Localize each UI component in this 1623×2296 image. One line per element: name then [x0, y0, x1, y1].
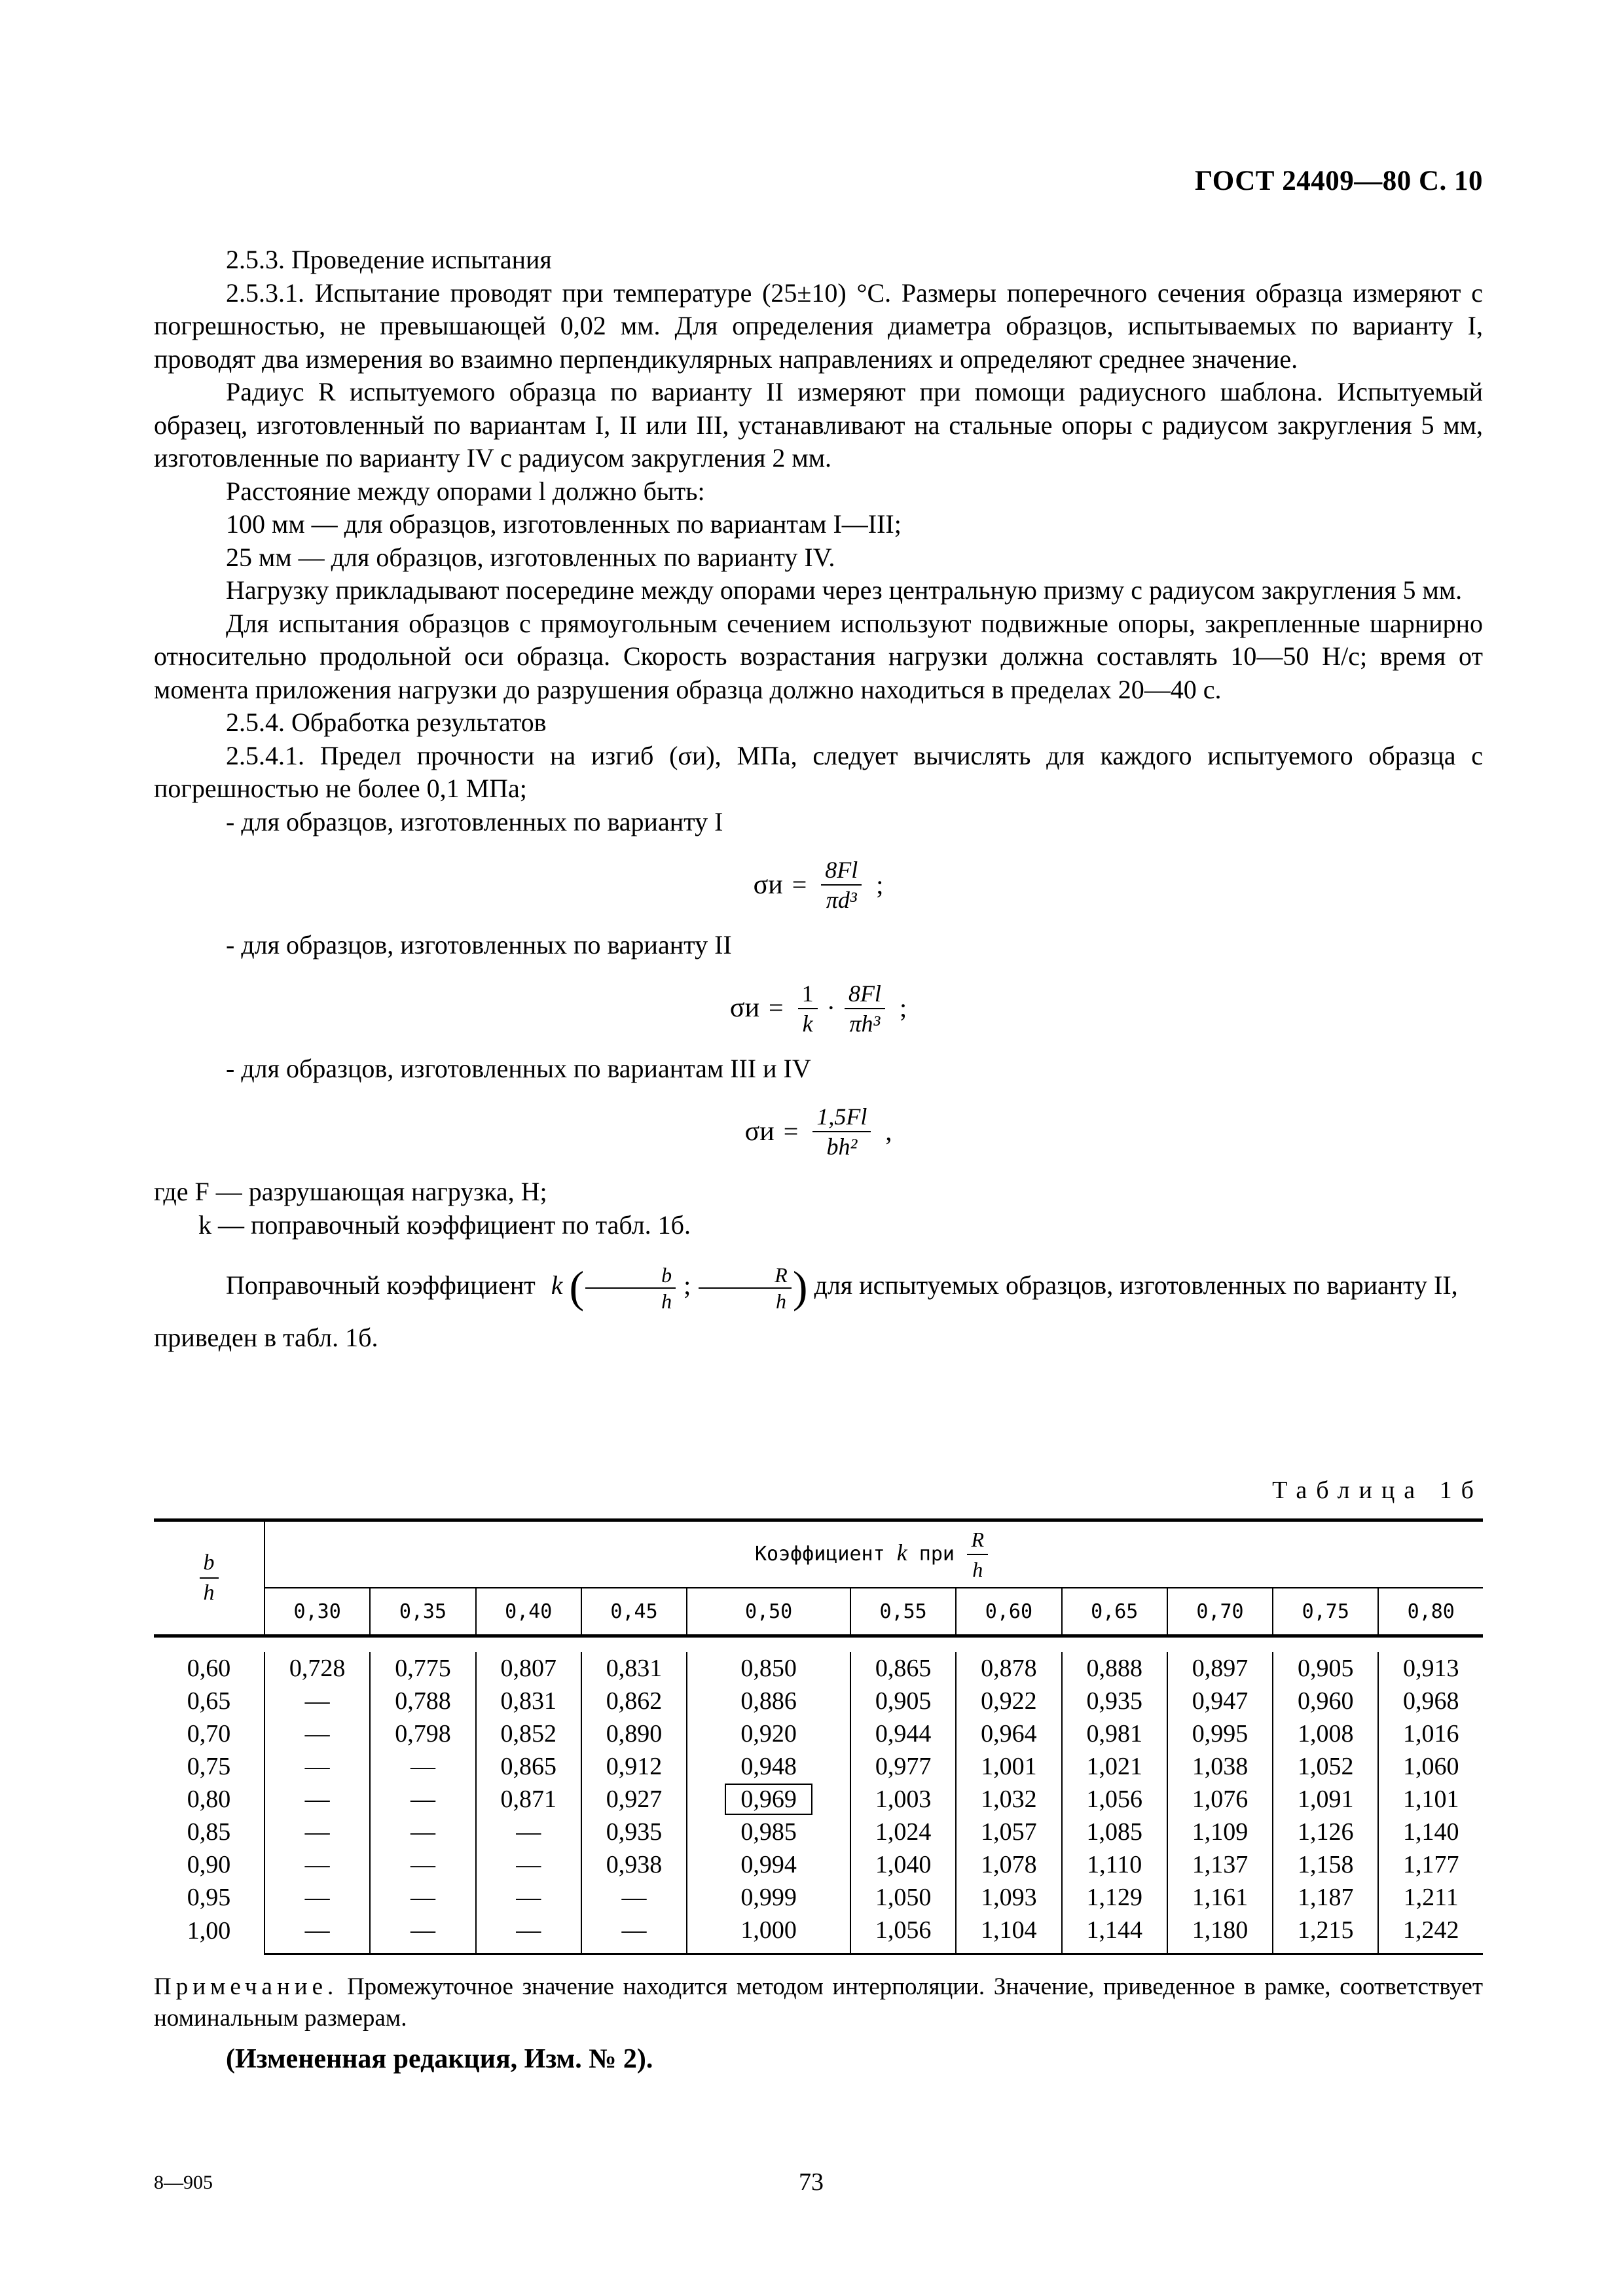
table-cell: —	[370, 1848, 475, 1881]
table-cell: 1,158	[1273, 1848, 1378, 1881]
table-cell: 0,905	[1273, 1652, 1378, 1685]
table-row	[154, 1685, 1483, 1717]
table-cell: 0,865	[850, 1652, 956, 1685]
table-cell: 1,140	[1378, 1816, 1483, 1848]
distance-item-1: 100 мм — для образцов, изготовленных по вариантам I—III;	[226, 509, 902, 539]
page-number: 73	[799, 2168, 824, 2196]
distance-item-2: 25 мм — для образцов, изготовленных по варианту IV.	[226, 542, 835, 572]
variant-1-label: - для образцов, изготовленных по варианту I	[226, 806, 723, 836]
table-cell: —	[370, 1783, 475, 1816]
table-title: Таблица 1б	[1272, 1477, 1483, 1504]
table-cell: 1,242	[1378, 1914, 1483, 1954]
formula-2-end: ;	[899, 993, 907, 1023]
document-header: ГОСТ 24409—80 С. 10	[1194, 166, 1483, 196]
table-cell: 1,021	[1062, 1750, 1167, 1783]
correction-pre: Поправочный коэффициент	[226, 1270, 536, 1300]
table-cell: 1,078	[956, 1848, 1061, 1881]
table-cell: 1,008	[1273, 1717, 1378, 1750]
table-cell: 0,981	[1062, 1717, 1167, 1750]
table-cell: 0,960	[1273, 1685, 1378, 1717]
table-cell: 1,215	[1273, 1914, 1378, 1954]
row-label: 0,90	[154, 1848, 264, 1881]
column-header-1: 0,35	[370, 1588, 475, 1636]
section-2-5-4-1: 2.5.4.1. Предел прочности на изгиб (σи), МПа, следует вычислять для каждого испытуемого образца с погрешностью не более 0,1 МПа;	[154, 740, 1483, 803]
table-note	[154, 1971, 1483, 2034]
formula-3-fraction	[812, 1103, 871, 1160]
table-cell: —	[370, 1914, 475, 1954]
table-cell: —	[370, 1750, 475, 1783]
table-cell: 1,187	[1273, 1881, 1378, 1914]
column-header-8: 0,70	[1167, 1588, 1273, 1636]
section-2-5-4-title: 2.5.4. Обработка результатов	[226, 708, 547, 737]
table-cell: 0,798	[370, 1717, 475, 1750]
table-cell: 1,110	[1062, 1848, 1167, 1881]
row-label: 0,70	[154, 1717, 264, 1750]
formula-2-coef	[798, 980, 818, 1037]
column-header-4: 0,50	[687, 1588, 850, 1636]
table-cell: 1,104	[956, 1914, 1061, 1954]
table-cell: 1,024	[850, 1816, 956, 1848]
section-2-5-3-1: 2.5.3.1. Испытание проводят при температуре (25±10) °С. Размеры поперечного сечения образца измеряют с погрешностью, не превышающей 0,02 мм. Для определения диаметра образцов, испытываемых по варианту I, проводят два измерения во взаимно перпендикулярных направлениях и определяют среднее значение.	[154, 278, 1483, 374]
table-body	[154, 1636, 1483, 1954]
table-cell: —	[476, 1848, 581, 1881]
formula-3-num: 1,5Fl	[812, 1103, 871, 1132]
formula-variant-34: σи = $\frac{1,5Fl}{\text{bh²}}$ ,	[744, 1103, 892, 1160]
column-header-3: 0,45	[581, 1588, 687, 1636]
table-cell: 0,944	[850, 1717, 956, 1750]
radius-paragraph: Радиус R испытуемого образца по варианту II измеряют при помощи радиусного шаблона. Испытуемый образец, изготовленный по вариантам I, II или III, устанавливают на стальные опоры с радиусом закругления 5 мм, изготовленные по варианту IV с радиусом закругления 2 мм.	[154, 377, 1483, 473]
table-cell: 1,211	[1378, 1881, 1483, 1914]
formula-1-fraction	[821, 857, 862, 913]
table-cell: —	[370, 1816, 475, 1848]
variant-34-label: - для образцов, изготовленных по вариантам III и IV	[226, 1053, 811, 1083]
row-label: 0,75	[154, 1750, 264, 1783]
table-row	[154, 1717, 1483, 1750]
table-cell: 1,126	[1273, 1816, 1378, 1848]
table-cell: 0,935	[1062, 1685, 1167, 1717]
rect-paragraph: Для испытания образцов с прямоугольным сечением используют подвижные опоры, закрепленные шарнирно относительно продольной оси образца. Скорость возрастания нагрузки должна составлять 10—50 Н/с; время от момента приложения нагрузки до разрушения образца должно находиться в пределах 20—40 с.	[154, 608, 1483, 704]
column-group-header: Коэффициент k при $\frac{R}{h}$	[264, 1520, 1483, 1588]
table-cell-boxed	[687, 1783, 850, 1816]
row-label: 0,95	[154, 1881, 264, 1914]
table-cell: 1,161	[1167, 1881, 1273, 1914]
table-row	[154, 1881, 1483, 1914]
formula-1-num: 8Fl	[821, 857, 862, 886]
table-cell: —	[581, 1881, 687, 1914]
table-row	[154, 1848, 1483, 1881]
note-text: Промежуточное значение находится методом интерполяции. Значение, приведенное в рамке, соответствует номинальным размерам.	[154, 1973, 1483, 2032]
table-cell: 0,886	[687, 1685, 850, 1717]
formula-2-coef-num: 1	[798, 980, 818, 1009]
correction-paragraph: Поправочный коэффициент k ( $\frac{b}{h}$ ; $\frac{R}{h}$ ) для испытуемых образцов, изготовленных по варианту II,	[226, 1262, 1458, 1313]
table-cell: 0,788	[370, 1685, 475, 1717]
column-header-0: 0,30	[264, 1588, 370, 1636]
table-cell: 0,865	[476, 1750, 581, 1783]
table-cell: 0,977	[850, 1750, 956, 1783]
table-cell: 0,935	[581, 1816, 687, 1848]
load-paragraph: Нагрузку прикладывают посередине между опорами через центральную призму с радиусом закругления 5 мм.	[226, 575, 1463, 605]
row-label: 0,80	[154, 1783, 264, 1816]
table-cell: —	[476, 1914, 581, 1954]
table-cell: —	[476, 1881, 581, 1914]
row-label: 0,65	[154, 1685, 264, 1717]
table-cell: 0,890	[581, 1717, 687, 1750]
table-cell: 1,076	[1167, 1783, 1273, 1816]
table-cell: —	[581, 1914, 687, 1954]
table-cell: 1,056	[1062, 1783, 1167, 1816]
table-cell: 0,994	[687, 1848, 850, 1881]
table-cell: —	[264, 1750, 370, 1783]
correction-line-2: приведен в табл. 1б.	[154, 1323, 378, 1352]
table-cell: 0,912	[581, 1750, 687, 1783]
correction-post: для испытуемых образцов, изготовленных по варианту II,	[814, 1270, 1458, 1300]
table-cell: 0,862	[581, 1685, 687, 1717]
table-cell: 1,091	[1273, 1783, 1378, 1816]
table-cell: 1,056	[850, 1914, 956, 1954]
table-cell: —	[264, 1914, 370, 1954]
column-header-5: 0,55	[850, 1588, 956, 1636]
row-header-cell: $\frac{b}{h}$	[154, 1520, 264, 1636]
table-cell: 0,913	[1378, 1652, 1483, 1685]
table-cell: 0,905	[850, 1685, 956, 1717]
table-cell: 1,137	[1167, 1848, 1273, 1881]
table-row	[154, 1652, 1483, 1685]
footer-code: 8—905	[154, 2172, 213, 2193]
table-row	[154, 1914, 1483, 1954]
formula-3-den: bh²	[826, 1134, 858, 1160]
where-block	[154, 1175, 1483, 1242]
column-header-7: 0,65	[1062, 1588, 1167, 1636]
formula-1-lhs: σи	[753, 869, 783, 900]
table-cell: 0,871	[476, 1783, 581, 1816]
formula-3-end: ,	[885, 1116, 892, 1146]
variant-2-label: - для образцов, изготовленных по варианту II	[226, 930, 732, 960]
table-cell: 1,016	[1378, 1717, 1483, 1750]
distance-paragraph: Расстояние между опорами l должно быть:	[226, 476, 705, 506]
table-cell: 1,177	[1378, 1848, 1483, 1881]
table-row	[154, 1783, 1483, 1816]
column-header-2: 0,40	[476, 1588, 581, 1636]
edition-note: (Измененная редакция, Изм. № 2).	[226, 2044, 653, 2074]
table-cell: 0,888	[1062, 1652, 1167, 1685]
table-cell: 0,852	[476, 1717, 581, 1750]
table-cell: 0,807	[476, 1652, 581, 1685]
table-cell: 0,968	[1378, 1685, 1483, 1717]
table-cell: 1,052	[1273, 1750, 1378, 1783]
table-cell: 1,050	[850, 1881, 956, 1914]
formula-1-den: πd³	[826, 887, 857, 913]
table-cell: —	[264, 1717, 370, 1750]
formula-3-lhs: σи	[744, 1116, 775, 1147]
table-cell: —	[476, 1816, 581, 1848]
table-cell: 1,001	[956, 1750, 1061, 1783]
column-header-10: 0,80	[1378, 1588, 1483, 1636]
column-header-row	[154, 1588, 1483, 1636]
table-cell: 1,060	[1378, 1750, 1483, 1783]
table-cell: 1,093	[956, 1881, 1061, 1914]
table-cell: 0,927	[581, 1783, 687, 1816]
table-cell: 0,964	[956, 1717, 1061, 1750]
table-cell: 1,101	[1378, 1783, 1483, 1816]
body-text	[154, 243, 1483, 1355]
table-cell: 1,032	[956, 1783, 1061, 1816]
table-cell: —	[370, 1881, 475, 1914]
table-cell: —	[264, 1783, 370, 1816]
table-cell: —	[264, 1685, 370, 1717]
formula-1-end: ;	[876, 869, 884, 899]
note-label: Примечание.	[154, 1973, 338, 2000]
table-row	[154, 1816, 1483, 1848]
table-cell: 0,999	[687, 1881, 850, 1914]
table-cell: 0,897	[1167, 1652, 1273, 1685]
row-label: 0,85	[154, 1816, 264, 1848]
table-cell: 1,109	[1167, 1816, 1273, 1848]
table-cell: —	[264, 1816, 370, 1848]
coefficient-table	[154, 1518, 1483, 1955]
table-cell: 1,144	[1062, 1914, 1167, 1954]
formula-2-lhs: σи	[729, 993, 760, 1024]
where-F: где F — разрушающая нагрузка, Н;	[154, 1177, 547, 1206]
formula-2-fraction	[845, 980, 885, 1037]
formula-2-num: 8Fl	[845, 980, 885, 1009]
table-cell: —	[264, 1881, 370, 1914]
where-k: k — поправочный коэффициент по табл. 1б.	[198, 1210, 691, 1240]
boxed-value: 0,969	[725, 1784, 812, 1815]
table-cell: 1,129	[1062, 1881, 1167, 1914]
row-label: 1,00	[154, 1914, 264, 1954]
table-cell: —	[264, 1848, 370, 1881]
section-2-5-3-title: 2.5.3. Проведение испытания	[226, 245, 552, 274]
table-cell: 0,728	[264, 1652, 370, 1685]
formula-variant-2: σи = $\frac{1}{k}$ · $\frac{8Fl}{\text{πh³}}$ ;	[729, 980, 907, 1037]
table-cell: 1,057	[956, 1816, 1061, 1848]
table-cell: 0,985	[687, 1816, 850, 1848]
formula-2-den: πh³	[849, 1010, 881, 1037]
table-cell: 0,947	[1167, 1685, 1273, 1717]
table-cell: 0,995	[1167, 1717, 1273, 1750]
formula-variant-1: σи = $\frac{8Fl}{\text{πd³}}$ ;	[753, 857, 884, 913]
table-cell: 0,775	[370, 1652, 475, 1685]
table-cell: 0,831	[476, 1685, 581, 1717]
table-cell: 1,038	[1167, 1750, 1273, 1783]
table-cell: 0,948	[687, 1750, 850, 1783]
table-cell: 1,040	[850, 1848, 956, 1881]
table-cell: 0,878	[956, 1652, 1061, 1685]
formula-2-coef-den: k	[802, 1010, 813, 1037]
table-cell: 1,180	[1167, 1914, 1273, 1954]
table-cell: 1,003	[850, 1783, 956, 1816]
table-cell: 0,920	[687, 1717, 850, 1750]
table-cell: 1,000	[687, 1914, 850, 1954]
table-cell: 0,831	[581, 1652, 687, 1685]
table-cell: 0,850	[687, 1652, 850, 1685]
table-cell: 0,922	[956, 1685, 1061, 1717]
column-header-6: 0,60	[956, 1588, 1061, 1636]
column-header-9: 0,75	[1273, 1588, 1378, 1636]
table-row	[154, 1750, 1483, 1783]
row-label: 0,60	[154, 1652, 264, 1685]
table-cell: 1,085	[1062, 1816, 1167, 1848]
table-cell: 0,938	[581, 1848, 687, 1881]
